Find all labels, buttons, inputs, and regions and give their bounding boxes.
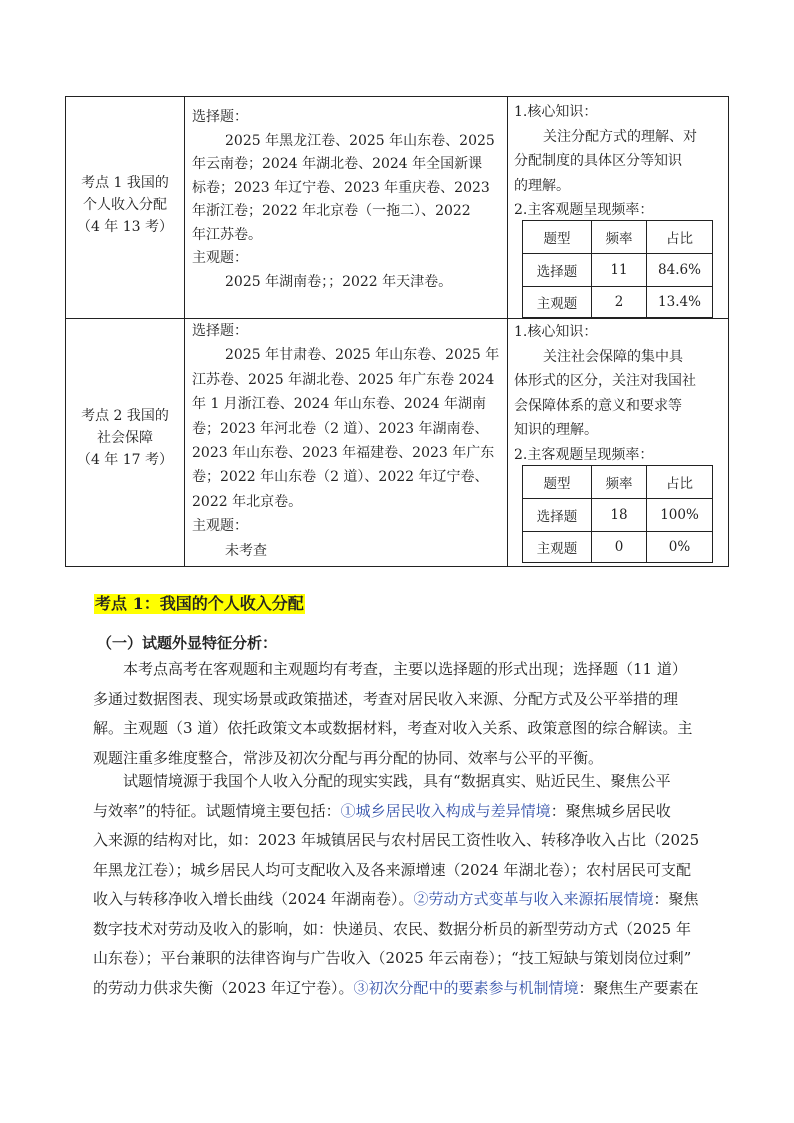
table-cell: 11 <box>592 254 647 287</box>
paragraph-line: 观题注重多维度整合，常涉及初次分配与再分配的协同、效率与公平的平衡。 <box>93 748 604 767</box>
text-run: ：聚焦城乡居民收 <box>550 801 671 820</box>
topic-line: 社会保障 <box>97 430 153 446</box>
text-run: 入来源的结构对比，如：2023 年城镇居民与农村居民工资性收入、转移净收入占比（2025 <box>93 831 700 849</box>
topic-line: 考点 1 我国的 <box>81 175 169 191</box>
frequency-table <box>522 220 713 318</box>
paragraph-line: 多通过数据图表、现实场景或政策描述，考查对居民收入来源、分配方式及公平举措的理 <box>93 689 679 708</box>
choice-label: 选择题： <box>192 323 248 339</box>
table-row <box>523 287 713 318</box>
source-line: 2025 年黑龙江卷、2025 年山东卷、2025 <box>225 132 495 149</box>
table-cell: 100% <box>647 499 713 532</box>
source-line: 卷；2022 年山东卷（2 道）、2022 年辽宁卷、 <box>192 469 489 486</box>
knowledge-line: 知识的理解。 <box>514 422 598 438</box>
subjective-label: 主观题： <box>192 250 248 266</box>
paragraph-line <box>93 885 729 915</box>
table-cell: 选择题 <box>523 254 592 287</box>
text-run: 与效率”的特征。试题情境主要包括： <box>93 801 341 820</box>
table-cell: 13.4% <box>647 287 713 318</box>
table-border-bottom <box>65 566 729 567</box>
paragraph-line <box>93 797 729 827</box>
source-line: 年浙江卷；2022 年北京卷（一拖二）、2022 <box>192 203 471 219</box>
source-line: 2023 年山东卷、2023 年福建卷、2023 年广东 <box>192 445 495 462</box>
table-cell: 题型 <box>523 466 592 499</box>
table-border-left <box>65 96 66 567</box>
paragraph-line <box>93 944 729 974</box>
source-line: 江苏卷、2025 年湖北卷、2025 年广东卷 2024 <box>192 371 495 388</box>
table-col-divider-1 <box>184 96 185 567</box>
sources-cell <box>192 106 504 294</box>
section-heading: 考点 1：我国的个人收入分配 <box>95 594 304 613</box>
text-run: 收入与转移净收入增长曲线（2024 年湖南卷）。 <box>93 890 414 908</box>
text-run: 山东卷）；平台兼职的法律咨询与广告收入（2025 年云南卷）；“技工短缺与策划岗位过剩” <box>93 949 692 967</box>
table-row <box>523 466 713 499</box>
situation-label: ③初次分配中的要素参与机制情境 <box>353 978 579 997</box>
source-line: 年云南卷；2024 年湖北卷、2024 年全国新课 <box>192 156 483 172</box>
text-run: ：聚焦生产要素在 <box>578 978 699 997</box>
table-cell: 主观题 <box>523 532 592 563</box>
paragraph-line <box>93 974 729 1004</box>
paragraph-line <box>93 856 729 886</box>
topic-line: 个人收入分配 <box>83 197 167 213</box>
table-cell: 占比 <box>647 221 713 254</box>
topic-line: （4 年 13 考） <box>76 219 174 235</box>
table-cell: 频率 <box>592 466 647 499</box>
table-cell: 0 <box>592 532 647 563</box>
source-line: 年江苏卷。 <box>192 226 262 243</box>
frequency-label: 2.主客观题呈现频率： <box>514 446 654 463</box>
knowledge-line: 会保障体系的意义和要求等 <box>514 397 682 414</box>
core-knowledge-label: 1.核心知识： <box>514 104 598 120</box>
table-row <box>523 499 713 532</box>
frequency-table <box>522 465 713 563</box>
knowledge-line: 关注社会保障的集中具 <box>543 348 683 365</box>
section-subheading: （一）试题外显特征分析： <box>97 634 278 652</box>
subjective-label: 主观题： <box>192 518 248 535</box>
paragraph-line <box>93 826 729 856</box>
knowledge-line: 的理解。 <box>514 177 570 194</box>
table-cell: 选择题 <box>523 499 592 532</box>
choice-label: 选择题： <box>192 109 248 125</box>
topic-line: 考点 2 我国的 <box>81 408 169 424</box>
topic-line: （4 年 17 考） <box>76 452 174 468</box>
text-run: 数字技术对劳动及收入的影响，如：快递员、农民、数据分析员的新型劳动方式（2025 年 <box>93 919 691 938</box>
situation-label: ①城乡居民收入构成与差异情境 <box>340 801 551 820</box>
paragraph-line <box>93 915 729 945</box>
table-col-divider-2 <box>507 96 508 567</box>
source-line: 2025 年湖南卷；；2022 年天津卷。 <box>225 273 453 290</box>
paragraph-2 <box>93 767 729 1003</box>
table-row <box>523 532 713 563</box>
table-cell: 频率 <box>592 221 647 254</box>
table-cell: 84.6% <box>647 254 713 287</box>
table-border-top <box>65 96 729 97</box>
knowledge-line: 分配制度的具体区分等知识 <box>514 153 682 169</box>
topic-cell <box>66 172 184 238</box>
source-line: 未考查 <box>225 542 267 559</box>
sources-cell <box>192 319 504 563</box>
table-cell: 占比 <box>647 466 713 499</box>
source-line: 2025 年甘肃卷、2025 年山东卷、2025 年 <box>225 347 500 364</box>
source-line: 标卷；2023 年辽宁卷、2023 年重庆卷、2023 <box>192 179 490 196</box>
knowledge-line: 关注分配方式的理解、对 <box>543 128 697 145</box>
source-line: 卷；2023 年河北卷（2 道）、2023 年湖南卷、 <box>192 420 489 437</box>
text-run: 试题情境源于我国个人收入分配的现实实践，具有“数据真实、贴近民生、聚焦公平 <box>123 772 671 790</box>
analysis-cell <box>514 320 726 467</box>
paragraph-line: 本考点高考在客观题和主观题均有考查，主要以选择题的形式出现；选择题（11 道） <box>123 660 687 678</box>
core-knowledge-label: 1.核心知识： <box>514 324 598 340</box>
situation-label: ②劳动方式变革与收入来源拓展情境 <box>413 890 654 908</box>
source-line: 2022 年北京卷。 <box>192 493 303 510</box>
table-cell: 主观题 <box>523 287 592 318</box>
text-run: ：聚焦 <box>653 890 699 908</box>
source-line: 年 1 月浙江卷、2024 年山东卷、2024 年湖南 <box>192 396 486 413</box>
knowledge-line: 体形式的区分，关注对我国社 <box>514 373 696 389</box>
table-row <box>523 221 713 254</box>
frequency-label: 2.主客观题呈现频率： <box>514 202 654 218</box>
table-cell: 题型 <box>523 221 592 254</box>
paragraph-1 <box>93 655 729 773</box>
topic-cell <box>66 405 184 471</box>
paragraph-line: 解。主观题（3 道）依托政策文本或数据材料，考查对收入关系、政策意图的综合解读。主 <box>93 719 693 737</box>
analysis-cell <box>514 100 726 223</box>
table-row <box>523 254 713 287</box>
table-cell: 0% <box>647 532 713 563</box>
table-cell: 18 <box>592 499 647 532</box>
text-run: 的劳动力供求失衡（2023 年辽宁卷）。 <box>93 978 354 997</box>
table-border-right <box>728 96 729 567</box>
table-cell: 2 <box>592 287 647 318</box>
paragraph-line <box>93 767 729 797</box>
text-run: 年黑龙江卷）；城乡居民人均可支配收入及各来源增速（2024 年湖北卷）；农村居民可支配 <box>93 860 691 879</box>
